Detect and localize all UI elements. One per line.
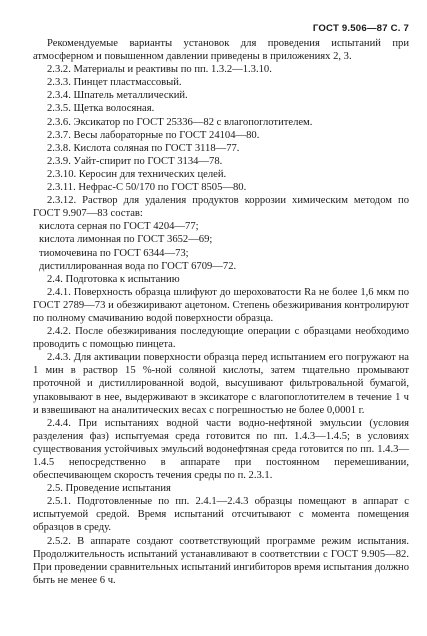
solution-components-list (33, 220, 409, 272)
list-item: 2.3.3. Пинцет пластмассовый. (47, 77, 182, 89)
list-item: 2.3.2. Материалы и реактивы по пп. 1.3.2—1.3.10. (47, 64, 272, 76)
materials-list (33, 63, 409, 194)
intro-paragraph: Рекомендуемые варианты установок для проведения испытаний при атмосферном и повышенном давлении приведены в приложениях 2, 3. (33, 38, 409, 63)
list-item: 2.3.8. Кислота соляная по ГОСТ 3118—77. (47, 142, 240, 154)
list-item: кислота серная по ГОСТ 4204—77; (39, 221, 199, 233)
page-header: ГОСТ 9.506—87 С. 7 (312, 23, 409, 34)
section-heading: 2.4. Подготовка к испытанию (47, 273, 180, 285)
list-item: 2.3.5. Щетка волосяная. (47, 103, 155, 115)
list-item: 2.3.4. Шпатель металлический. (47, 90, 188, 102)
paragraph-2-4-4: 2.4.4. При испытаниях водной части водно-нефтяной эмульсии (условия разделения фаз) испытуемая среда готовится по пп. 1.4.3—1.4.5; в условиях существования устойчивых эмульсий водонефтяная среда готовится по пп. 1.4.3—1.4.5 непосредственно в аппарате при постоянном перемешивании, обеспечивающем скорость течения среды по п. 2.3.1. (33, 417, 409, 482)
list-item: 2.3.9. Уайт-спирит по ГОСТ 3134—78. (47, 155, 223, 167)
paragraph-2-5-2: 2.5.2. В аппарате создают соответствующий программе режим испытания. Продолжительность испытаний устанавливают в соответствии с ГОСТ 9.905—82. При проведении сравнительных испытаний ингибиторов время испытания должно быть не менее 6 ч. (33, 535, 409, 586)
list-item: тиомочевина по ГОСТ 6344—73; (39, 247, 189, 259)
list-item: дистиллированная вода по ГОСТ 6709—72. (39, 260, 237, 272)
paragraph-2-4-1: 2.4.1. Поверхность образца шлифуют до шероховатости Ra не более 1,6 мкм по ГОСТ 2789—73 и обезжиривают ацетоном. Степень обезжиривания контролируют по полному смачиванию водой поверхности образца. (33, 286, 409, 324)
paragraph-2-4-3: 2.4.3. Для активации поверхности образца перед испытанием его погружают на 1 мин в раствор 15 %-ной соляной кислоты, затем тщательно промывают проточной и дистиллированной водой, высушивают фильтровальной бумагой, упаковывают в нее, выдерживают в эксикаторе с влагопоглотителем в течение 1 ч и взвешивают на аналитических весах с погрешностью не более 0,0001 г. (33, 352, 409, 416)
paragraph-2-4-2: 2.4.2. После обезжиривания последующие операции с образцами необходимо проводить с помощью пинцета. (33, 326, 409, 351)
list-item: 2.3.7. Весы лабораторные по ГОСТ 24104—80. (47, 129, 260, 141)
list-item: 2.3.6. Эксикатор по ГОСТ 25336—82 с влагопоглотителем. (47, 116, 313, 128)
paragraph-2-5-1: 2.5.1. Подготовленные по пп. 2.4.1—2.4.3 образцы помещают в аппарат с испытуемой средой. Время испытаний отсчитывают с момента помещения образцов в среду. (33, 496, 409, 534)
item-2-3-12: 2.3.12. Раствор для удаления продуктов коррозии химическим методом по ГОСТ 9.907—83 состав: (33, 195, 409, 220)
list-item: кислота лимонная по ГОСТ 3652—69; (39, 234, 213, 246)
list-item: 2.3.11. Нефрас-С 50/170 по ГОСТ 8505—80. (47, 182, 247, 194)
list-item: 2.3.10. Керосин для технических целей. (47, 168, 227, 180)
section-heading: 2.5. Проведение испытания (47, 483, 171, 495)
